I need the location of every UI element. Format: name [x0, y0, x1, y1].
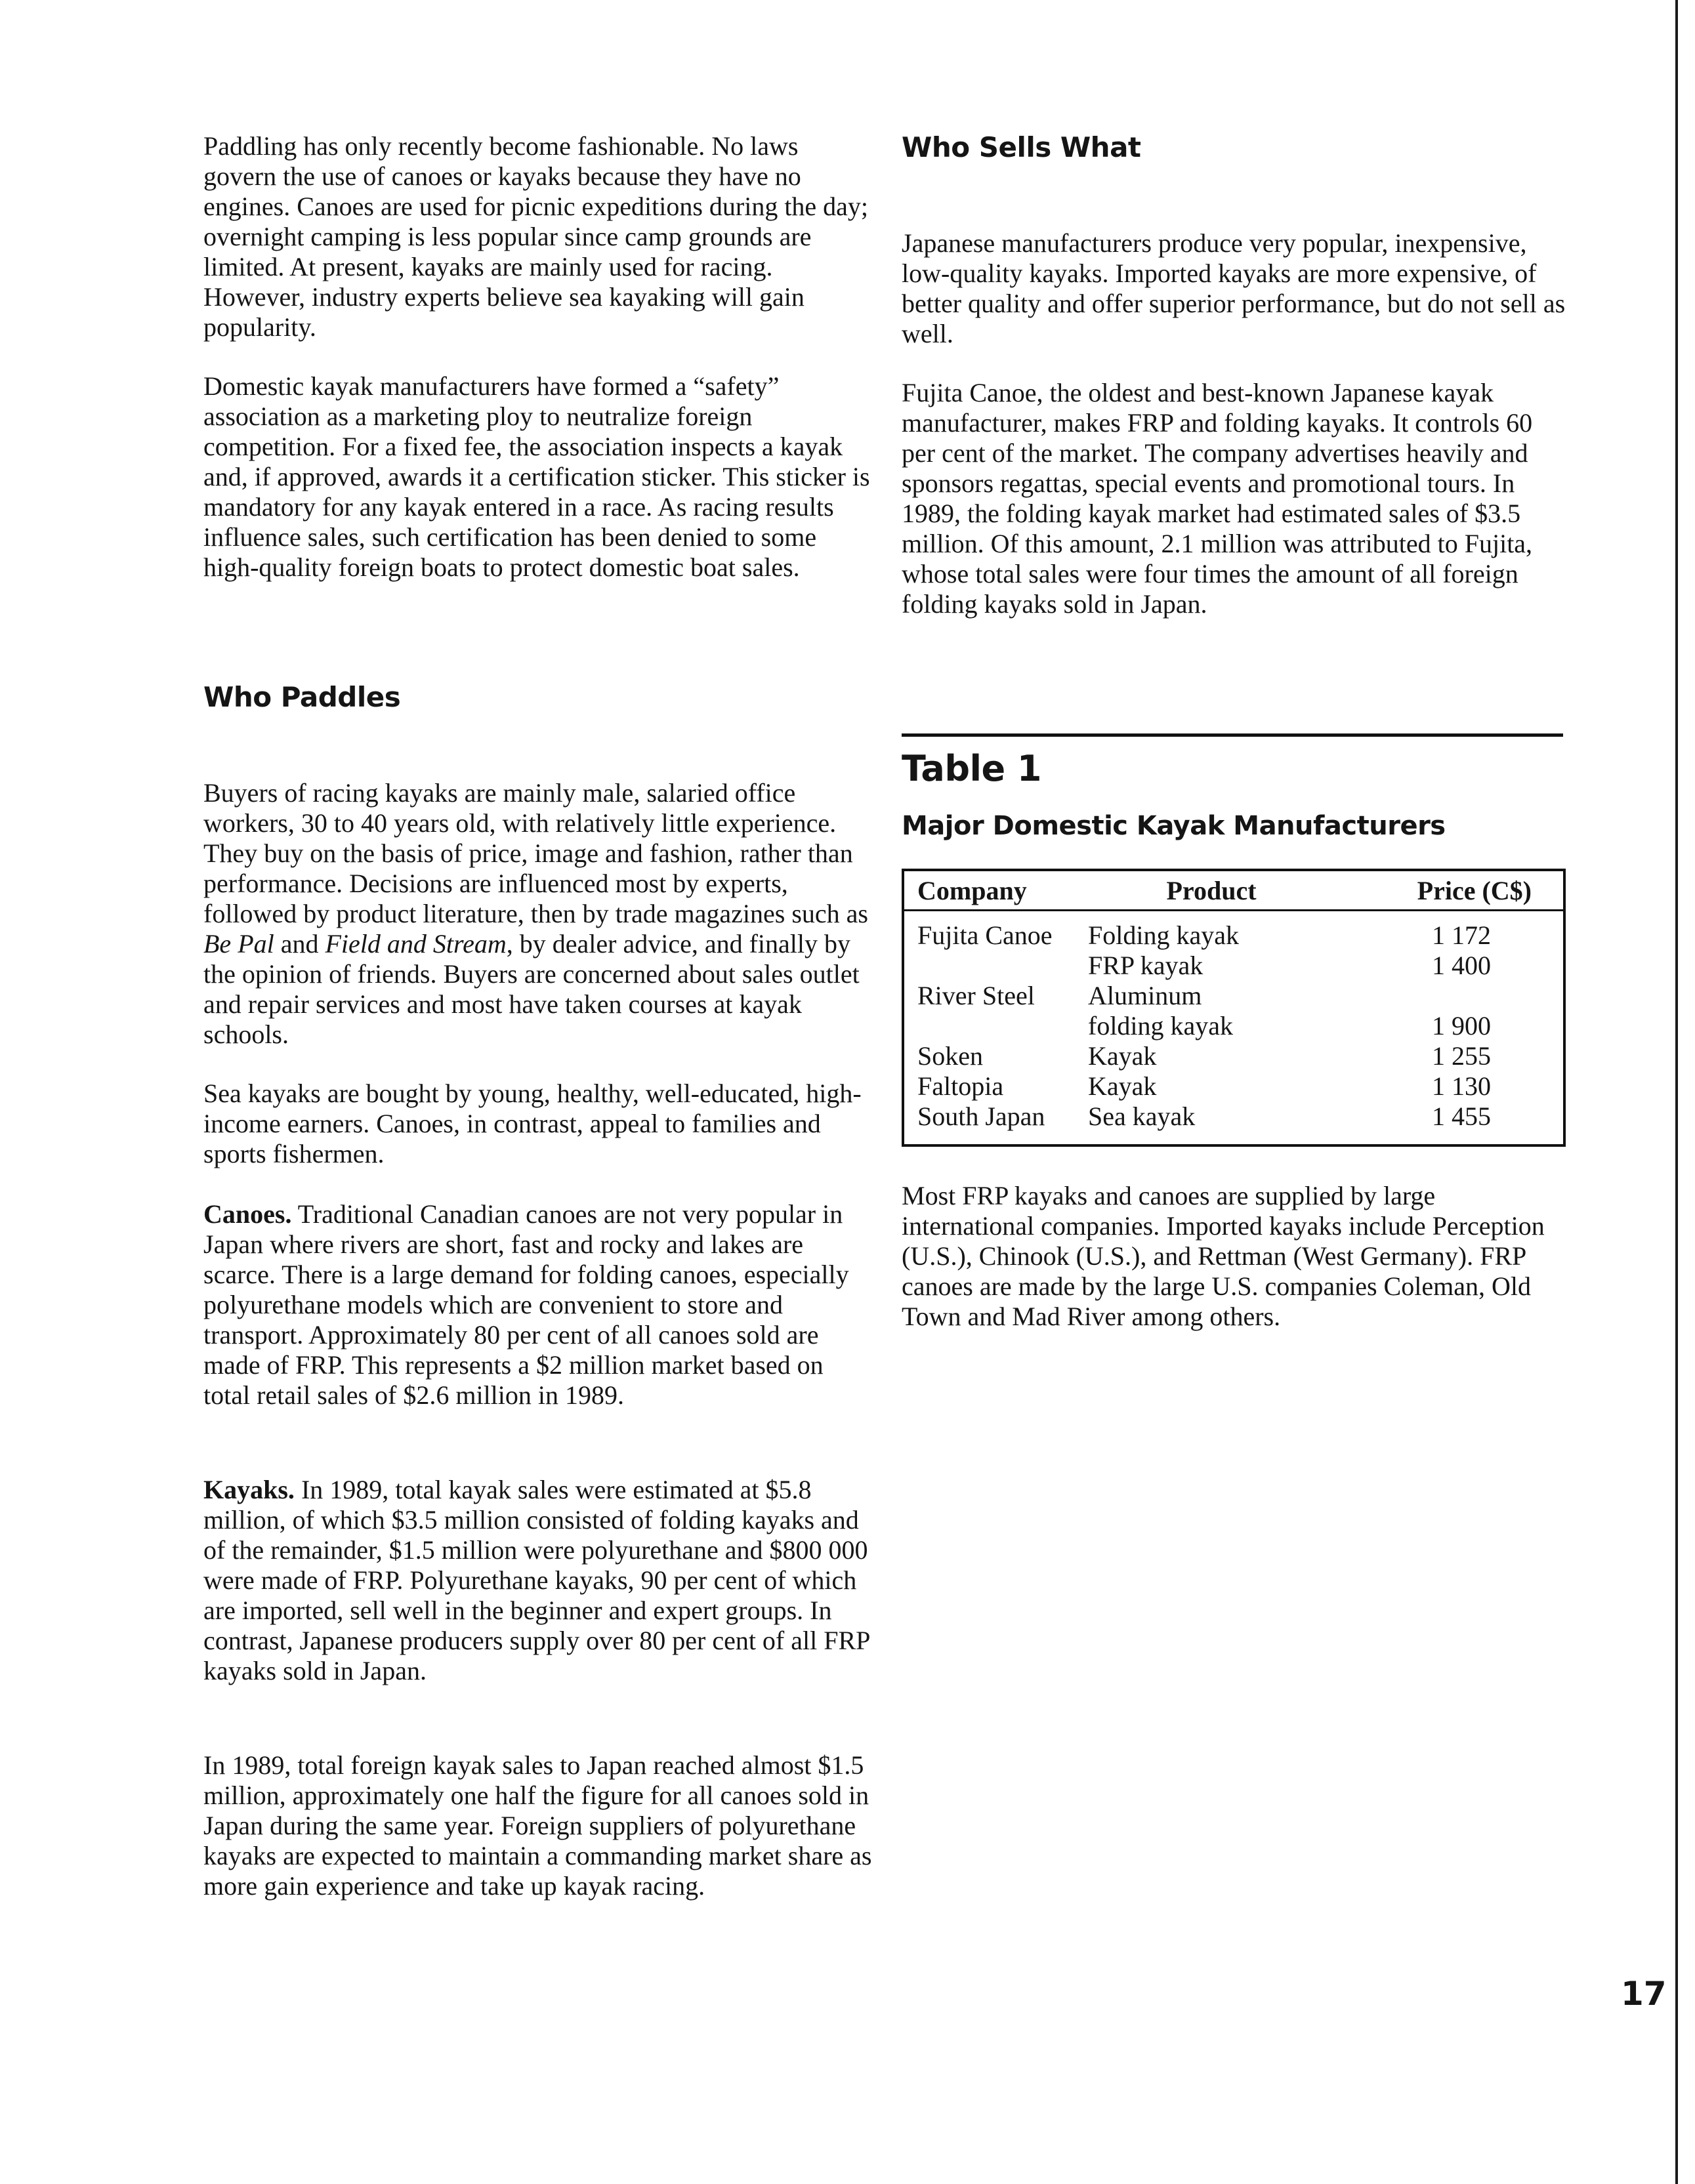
cell-price: 1 900	[1432, 1011, 1491, 1040]
column-header-price: Price (C$)	[1348, 871, 1563, 911]
table-top-rule	[902, 733, 1563, 737]
cell-price: 1 255	[1432, 1041, 1491, 1071]
paragraph-text: and	[274, 929, 325, 958]
canoes-label: Canoes.	[203, 1199, 292, 1229]
cell-product: Sea kayak	[1088, 1102, 1196, 1131]
paragraph-sea-kayak-buyers: Sea kayaks are bought by young, healthy, well-educated, high-income earners. Canoes, in contrast, appeal to families and sports fishermen.	[203, 1079, 862, 1168]
paragraph-foreign-sales: In 1989, total foreign kayak sales to Japan reached almost $1.5 million, approximately one half the figure for all canoes sold in Japan during the same year. Foreign suppliers of polyurethane kayaks are expected to maintain a commanding market share as more gain experience and take up kayak racing.	[203, 1750, 872, 1901]
kayaks-text: In 1989, total kayak sales were estimated at $5.8 million, of which $3.5 million consisted of folding kayaks and of the remainder, $1.5 million were polyurethane and $800 000 were made of FRP. Polyurethane kayaks, 90 per cent of which are imported, sell well in the beginner and expert groups. In contrast, Japanese producers supply over 80 per cent of all FRP kayaks sold in Japan.	[203, 1475, 869, 1685]
column-header-company: Company	[904, 871, 1075, 911]
cell-product: FRP kayak	[1088, 951, 1203, 980]
table-row	[904, 981, 1563, 1011]
column-header-product: Product	[1075, 871, 1348, 911]
paragraph-text: Buyers of racing kayaks are mainly male, salaried office workers, 30 to 40 years old, with relatively little experience. They buy on the basis of price, image and fashion, rather than performance. Decisions are influenced most by experts, followed by product literature, then by trade magazines such as	[203, 778, 868, 928]
paragraph-japanese-manufacturers: Japanese manufacturers produce very popular, inexpensive, low-quality kayaks. Imported kayaks are more expensive, of better quality and offer superior performance, but do not sell as well.	[902, 228, 1566, 348]
table-title: Table 1	[902, 748, 1041, 789]
cell-product: Kayak	[1088, 1041, 1157, 1071]
paragraph-safety-association: Domestic kayak manufacturers have formed a “safety” association as a marketing ploy to neutralize foreign competition. For a fixed fee, the association inspects a kayak and, if approved, awards it a certification sticker. This sticker is mandatory for any kayak entered in a race. As racing results influence sales, such certification has been denied to some high-quality foreign boats to protect domestic boat sales.	[203, 371, 870, 582]
page-number: 17	[1621, 1975, 1667, 2013]
table-row	[904, 1071, 1563, 1102]
cell-company: Soken	[917, 1041, 983, 1071]
magazine-title: Be Pal	[203, 929, 274, 958]
cell-product: Kayak	[1088, 1071, 1157, 1101]
table-subtitle: Major Domestic Kayak Manufacturers	[902, 811, 1446, 841]
heading-who-sells-what: Who Sells What	[902, 131, 1141, 163]
canoes-text: Traditional Canadian canoes are not very popular in Japan where rivers are short, fast and rocky and lakes are scarce. There is a large demand for folding canoes, especially polyurethane models which are convenient to store and transport. Approximately 80 per cent of all canoes sold are made of FRP. This represents a $2 million market based on total retail sales of $2.6 million in 1989.	[203, 1199, 849, 1410]
kayaks-label: Kayaks.	[203, 1475, 295, 1504]
cell-company: Fujita Canoe	[917, 920, 1053, 950]
page-edge-line	[1675, 0, 1678, 2184]
paragraph-paddling-fashion: Paddling has only recently become fashionable. No laws govern the use of canoes or kayaks because they have no engines. Canoes are used for picnic expeditions during the day; overnight camping is less popular since camp grounds are limited. At present, kayaks are mainly used for racing. However, industry experts believe sea kayaking will gain popularity.	[203, 131, 869, 342]
table-row	[904, 1102, 1563, 1132]
table-row	[904, 911, 1563, 951]
cell-company	[904, 951, 1075, 981]
cell-price	[1348, 981, 1563, 1011]
cell-company: Faltopia	[917, 1071, 1004, 1101]
table-row	[904, 951, 1563, 981]
cell-price: 1 172	[1432, 920, 1491, 950]
cell-company	[904, 1011, 1075, 1041]
cell-price: 1 400	[1432, 951, 1491, 980]
paragraph-racing-buyers	[203, 778, 873, 1050]
cell-price: 1 455	[1432, 1102, 1491, 1131]
paragraph-text: , by dealer advice, and finally by the opinion of friends. Buyers are concerned about sales outlet and repair services and most have taken courses at kayak schools.	[203, 929, 860, 1049]
paragraph-canoes	[203, 1199, 873, 1411]
cell-company: River Steel	[917, 981, 1035, 1010]
heading-who-paddles: Who Paddles	[203, 681, 401, 713]
paragraph-international-suppliers: Most FRP kayaks and canoes are supplied by large international companies. Imported kayaks include Perception (U.S.), Chinook (U.S.), and Rettman (West Germany). FRP canoes are made by the large U.S. companies Coleman, Old Town and Mad River among others.	[902, 1181, 1545, 1331]
paragraph-kayaks	[203, 1475, 873, 1686]
cell-product: Aluminum	[1088, 981, 1202, 1010]
cell-product: folding kayak	[1088, 1011, 1234, 1040]
paragraph-fujita-canoe: Fujita Canoe, the oldest and best-known Japanese kayak manufacturer, makes FRP and folding kayaks. It controls 60 per cent of the market. The company advertises heavily and sponsors regattas, special events and promotional tours. In 1989, the folding kayak market had estimated sales of $3.5 million. Of this amount, 2.1 million was attributed to Fujita, whose total sales were four times the amount of all foreign folding kayaks sold in Japan.	[902, 378, 1533, 619]
cell-product: Folding kayak	[1088, 920, 1239, 950]
cell-price: 1 130	[1432, 1071, 1491, 1101]
table-row	[904, 1041, 1563, 1071]
magazine-title: Field and Stream	[325, 929, 507, 958]
manufacturers-table	[902, 869, 1566, 1147]
cell-company: South Japan	[917, 1102, 1045, 1131]
table-row	[904, 1011, 1563, 1041]
table-header-row	[904, 871, 1563, 911]
